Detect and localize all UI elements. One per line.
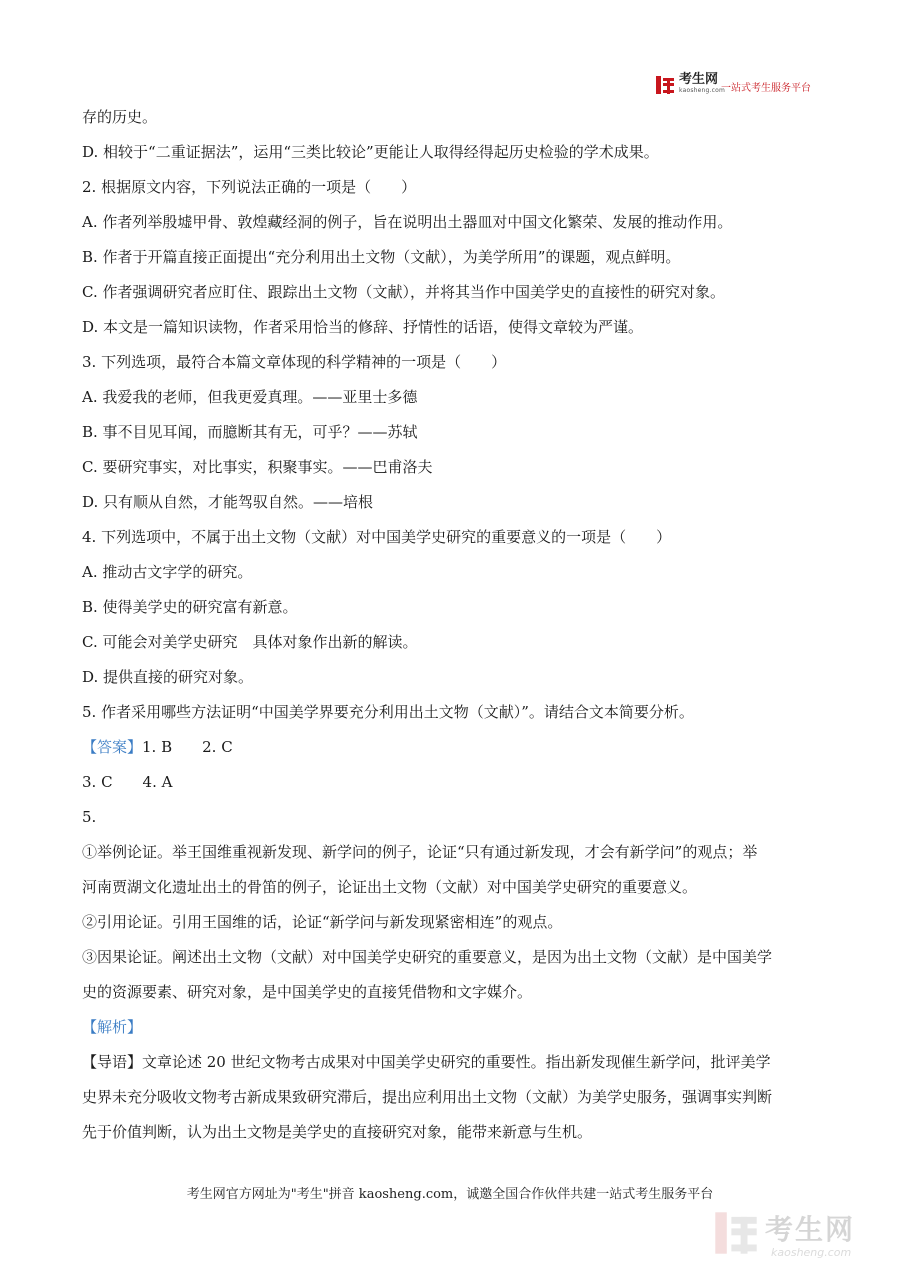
option-line: D. 本文是一篇知识读物，作者采用恰当的修辞、抒情性的话语，使得文章较为严谨。 [82,318,644,336]
option-line: B. 使得美学史的研究富有新意。 [82,598,298,616]
answer-line: 3. C 4. A [82,773,173,791]
paragraph-line: 史的资源要素、研究对象，是中国美学史的直接凭借物和文字媒介。 [82,983,533,1001]
option-line: A. 我爱我的老师，但我更爱真理。——亚里士多德 [82,388,418,406]
answer-paragraph [82,841,822,898]
footer-text: 考生网官方网址为"考生"拼音 kaosheng.com，诚邀全国合作伙伴共建一站式考生服务平台 [186,1187,714,1202]
question-line: 4. 下列选项中，不属于出土文物（文献）对中国美学史研究的重要意义的一项是（ ） [82,528,672,546]
question-line: 2. 根据原文内容，下列说法正确的一项是（ ） [82,178,417,196]
option-line: D. 提供直接的研究对象。 [82,668,254,686]
kaosheng-watermark-icon [713,1210,759,1256]
option-line: D. 只有顺从自然，才能驾驭自然。——培根 [82,493,374,511]
analysis-tag: 【解析】 [82,1018,143,1036]
answer-values: 1. B 2. C [142,738,233,756]
kaosheng-logo-icon [655,75,675,95]
answer-line: 5. [82,808,97,826]
question-line: 3. 下列选项，最符合本篇文章体现的科学精神的一项是（ ） [82,353,507,371]
paragraph-line: ①举例论证。举王国维重视新发现、新学问的例子，论证“只有通过新发现，才会有新学问”的观点；举 [82,843,758,861]
brand-domain: kaosheng.com [679,87,726,94]
answer-paragraph [82,946,822,1003]
paragraph-line: 史界未充分吸收文物考古新成果致研究滞后，提出应利用出土文物（文献）为美学史服务，强调事实判断 [82,1088,773,1106]
question-line: 5. 作者采用哪些方法证明“中国美学界要充分利用出土文物（文献）”。请结合文本简要分析。 [82,703,694,721]
brand-name: 考生网 [679,72,719,87]
option-line: C. 要研究事实，对比事实，积聚事实。——巴甫洛夫 [82,458,433,476]
document-body [82,106,822,1156]
brand-slogan: 一站式考生服务平台 [721,83,811,94]
paragraph-line: 先于价值判断，认为出土文物是美学史的直接研究对象，能带来新意与生机。 [82,1123,593,1141]
text-line: 存的历史。 [82,108,158,126]
option-line: A. 作者列举殷墟甲骨、敦煌藏经洞的例子，旨在说明出土器皿对中国文化繁荣、发展的推动作用。 [82,213,733,231]
answer-line [82,736,822,758]
watermark-domain: kaosheng.com [771,1246,852,1259]
option-line: D. 相较于“二重证据法”，运用“三类比较论”更能让人取得经得起历史检验的学术成果。 [82,143,659,161]
option-line: B. 事不目见耳闻，而臆断其有无，可乎？——苏轼 [82,423,418,441]
option-line: B. 作者于开篇直接正面提出“充分利用出土文物（文献），为美学所用”的课题，观点鲜明。 [82,248,681,266]
option-line: C. 可能会对美学史研究 具体对象作出新的解读。 [82,633,418,651]
paragraph-line: 河南贾湖文化遗址出土的骨笛的例子，论证出土文物（文献）对中国美学史研究的重要意义。 [82,878,698,896]
watermark-name: 考生网 [765,1213,856,1246]
watermark [713,1208,893,1263]
paragraph-line: 【导语】文章论述 20 世纪文物考古成果对中国美学史研究的重要性。指出新发现催生新学问，批评美学 [82,1053,771,1071]
answer-tag: 【答案】 [82,738,143,756]
answer-paragraph: ②引用论证。引用王国维的话，论证“新学问与新发现紧密相连”的观点。 [82,913,563,931]
option-line: A. 推动古文字学的研究。 [82,563,253,581]
paragraph-line: ③因果论证。阐述出土文物（文献）对中国美学史研究的重要意义，是因为出土文物（文献）是中国美学 [82,948,773,966]
option-line: C. 作者强调研究者应盯住、跟踪出土文物（文献），并将其当作中国美学史的直接性的研究对象。 [82,283,725,301]
header-logo [655,73,825,97]
guide-paragraph [82,1051,822,1143]
